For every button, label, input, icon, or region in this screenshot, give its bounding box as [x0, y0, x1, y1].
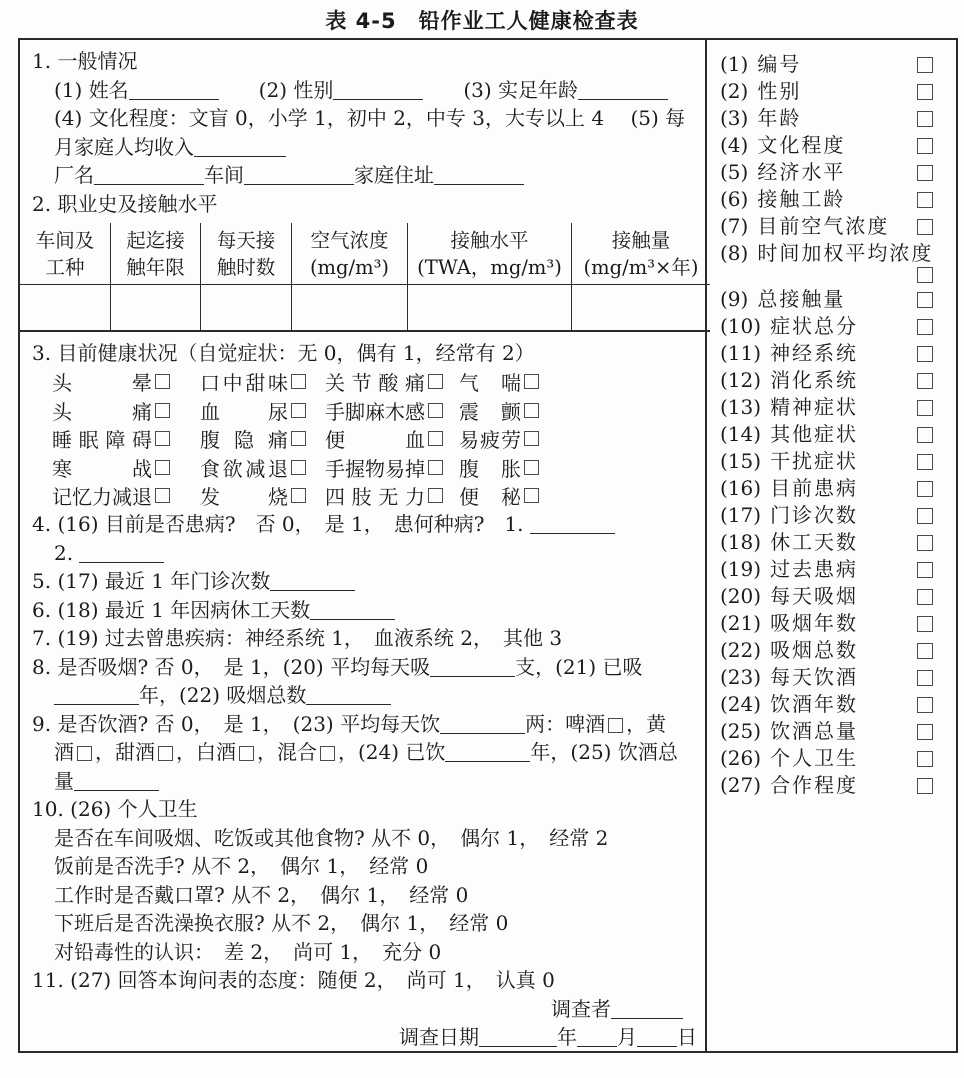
code-entry-box[interactable]	[917, 508, 933, 524]
coding-item-box-line	[720, 267, 933, 283]
checkbox[interactable]	[239, 746, 254, 761]
blank-fill-field[interactable]	[577, 1031, 617, 1047]
symptom-item	[325, 396, 459, 425]
blank-fill-field[interactable]	[479, 1031, 557, 1047]
symptom-item	[52, 396, 200, 425]
coding-item	[720, 78, 933, 105]
symptom-label: 食 欲 减 退	[200, 456, 288, 481]
form-text: 月家庭人均收入	[54, 134, 194, 159]
coding-item-label: 消化系统	[770, 368, 859, 392]
form-line	[20, 596, 705, 625]
symptom-item	[459, 367, 542, 396]
form-text: 2. 职业史及接触水平	[32, 191, 218, 216]
form-left-panel	[20, 40, 705, 1051]
form-line	[20, 190, 705, 219]
symptom-row	[20, 368, 705, 397]
blank-fill-field[interactable]	[333, 84, 423, 100]
coding-item-number: (27)	[720, 773, 762, 797]
form-text: 8. 是否吸烟? 否 0， 是 1，(20) 平均每天吸	[32, 654, 431, 679]
coding-item-number: (20)	[720, 584, 762, 608]
symptom-checkbox[interactable]	[291, 488, 306, 503]
form-outer-box	[18, 38, 958, 1053]
coding-item-number: (9)	[720, 287, 749, 311]
blank-fill-field[interactable]	[54, 689, 139, 705]
symptom-label: 四 肢 无 力	[325, 485, 425, 510]
symptom-item	[200, 424, 325, 453]
checkbox[interactable]	[77, 746, 92, 761]
coding-item-number: (13)	[720, 395, 762, 419]
coding-item-number: (4)	[720, 133, 749, 157]
coding-item-label: 年龄	[757, 106, 802, 130]
blank-fill-field[interactable]	[445, 746, 530, 762]
symptom-label: 头 痛	[52, 399, 152, 424]
form-text: 调查者	[551, 996, 611, 1021]
coding-item-label: 文化程度	[757, 133, 846, 157]
form-text: 酒	[54, 740, 74, 764]
coding-item	[720, 186, 933, 213]
blank-fill-field[interactable]	[74, 775, 159, 791]
exposure-table-header-cell: 每天接 触时数	[201, 223, 292, 285]
symptom-label: 头 晕	[52, 371, 152, 396]
coding-item	[720, 583, 933, 610]
form-line	[20, 995, 705, 1024]
symptom-label: 记 忆 力 减 退	[52, 485, 152, 510]
exposure-table-empty-cell[interactable]	[201, 285, 292, 332]
form-line	[20, 966, 705, 995]
code-entry-box[interactable]	[917, 57, 933, 73]
code-entry-box[interactable]	[917, 319, 933, 335]
symptom-checkbox[interactable]	[291, 460, 306, 475]
symptom-item	[52, 453, 200, 482]
blank-fill-field[interactable]	[578, 84, 668, 100]
symptom-label: 寒 战	[52, 456, 152, 481]
checkbox[interactable]	[608, 718, 623, 733]
coding-item	[720, 448, 933, 475]
checkbox[interactable]	[158, 746, 173, 761]
coding-item-number: (22)	[720, 638, 762, 662]
coding-item-number: (6)	[720, 187, 749, 211]
form-line	[20, 133, 705, 162]
coding-item-number: (26)	[720, 746, 762, 770]
code-entry-box[interactable]	[917, 481, 933, 497]
coding-item-label: 时间加权平均浓度	[757, 241, 934, 265]
blank-fill-field[interactable]	[270, 575, 355, 591]
section-general-info	[20, 47, 705, 218]
blank-fill-field[interactable]	[440, 718, 525, 734]
symptom-checkbox[interactable]	[428, 431, 443, 446]
symptom-item	[200, 396, 325, 425]
form-line	[20, 47, 705, 76]
coding-item	[720, 286, 933, 313]
blank-fill-field[interactable]	[79, 547, 164, 563]
symptom-checkbox[interactable]	[428, 403, 443, 418]
form-text: ，混合	[257, 740, 317, 764]
coding-item	[720, 502, 933, 529]
blank-fill-field[interactable]	[94, 169, 204, 185]
symptom-checkbox[interactable]	[291, 431, 306, 446]
symptom-checkbox-grid	[20, 368, 705, 511]
coding-item-label: 其他症状	[770, 422, 859, 446]
blank-fill-field[interactable]	[611, 1003, 683, 1019]
coding-item	[720, 664, 933, 691]
blank-fill-field[interactable]	[306, 689, 391, 705]
code-entry-box[interactable]	[917, 373, 933, 389]
sections-4-to-11	[20, 510, 705, 995]
symptom-item	[200, 453, 325, 482]
form-text: 10. (26) 个人卫生	[32, 797, 198, 821]
code-entry-box[interactable]	[917, 346, 933, 362]
code-entry-box[interactable]	[917, 292, 933, 308]
coding-item	[720, 159, 933, 186]
coding-item-number: (1)	[720, 52, 749, 76]
symptom-item	[52, 424, 200, 453]
blank-fill-field[interactable]	[310, 604, 395, 620]
form-text: ，白酒	[176, 740, 236, 764]
code-entry-box[interactable]	[917, 697, 933, 713]
coding-item-label: 性别	[757, 79, 802, 103]
coding-item	[720, 340, 933, 367]
symptom-item	[325, 481, 459, 510]
coding-item-label: 合作程度	[770, 773, 859, 797]
coding-item	[720, 691, 933, 718]
form-text: 两：啤酒	[525, 711, 606, 736]
coding-item	[720, 313, 933, 340]
symptom-checkbox[interactable]	[291, 374, 306, 389]
coding-item-number: (16)	[720, 476, 762, 500]
form-text: 家庭住址	[354, 163, 434, 187]
form-line	[20, 567, 705, 596]
form-line	[20, 104, 705, 133]
blank-fill-field[interactable]	[434, 169, 524, 185]
coding-item-label: 个人卫生	[770, 746, 859, 770]
symptom-row	[20, 453, 705, 482]
form-text: 1. 一般情况	[32, 49, 138, 73]
symptom-label: 手 脚 麻 木 感	[325, 399, 425, 424]
symptom-label: 口 中 甜 味	[200, 371, 288, 396]
symptom-label: 发 烧	[200, 485, 288, 510]
symptom-item	[459, 481, 542, 510]
symptom-item	[459, 396, 542, 425]
form-text: 是否在车间吸烟、吃饭或其他食物? 从不 0， 偶尔 1， 经常 2	[54, 825, 609, 850]
symptom-checkbox[interactable]	[524, 460, 539, 475]
code-entry-box[interactable]	[917, 400, 933, 416]
coding-item-number: (12)	[720, 368, 762, 392]
symptom-label: 关 节 酸 痛	[325, 371, 425, 396]
coding-item-number: (19)	[720, 557, 762, 581]
code-entry-box[interactable]	[917, 219, 933, 235]
form-line	[20, 909, 705, 938]
coding-item-label: 饮酒总量	[770, 719, 859, 743]
coding-item-number: (25)	[720, 719, 762, 743]
coding-item	[720, 637, 933, 664]
symptom-item	[325, 453, 459, 482]
coding-item-label: 饮酒年数	[770, 692, 859, 716]
coding-item	[720, 529, 933, 556]
symptom-checkbox[interactable]	[524, 403, 539, 418]
coding-item-label: 精神症状	[770, 395, 859, 419]
coding-item-number: (14)	[720, 422, 762, 446]
coding-item	[720, 213, 933, 240]
coding-item-label: 休工天数	[770, 530, 859, 554]
symptom-item	[459, 424, 542, 453]
blank-fill-field[interactable]	[430, 661, 515, 677]
form-text: 9. 是否饮酒? 否 0， 是 1， (23) 平均每天饮	[32, 711, 441, 736]
form-line	[20, 852, 705, 881]
section-health-status-header	[20, 339, 705, 368]
coding-item	[720, 475, 933, 502]
coding-item-number: (3)	[720, 106, 749, 130]
coding-item-label: 每天吸烟	[770, 584, 859, 608]
code-entry-box[interactable]	[917, 111, 933, 127]
symptom-checkbox[interactable]	[428, 460, 443, 475]
blank-fill-field[interactable]	[244, 169, 354, 185]
code-entry-box[interactable]	[917, 192, 933, 208]
symptom-item	[459, 453, 542, 482]
coding-item-number: (7)	[720, 214, 749, 238]
form-line	[20, 76, 705, 105]
symptom-checkbox[interactable]	[524, 374, 539, 389]
symptom-item	[325, 424, 459, 453]
symptom-row	[20, 482, 705, 511]
form-text: 7. (19) 过去曾患疾病：神经系统 1， 血液系统 2， 其他 3	[32, 626, 563, 650]
form-text: 厂名	[54, 163, 94, 187]
symptom-row	[20, 396, 705, 425]
symptom-label: 便 血	[325, 428, 425, 453]
coding-item-number: (23)	[720, 665, 762, 689]
code-entry-box[interactable]	[917, 454, 933, 470]
symptom-checkbox[interactable]	[155, 488, 170, 503]
exposure-table-header-cell: 车间及 工种	[20, 223, 111, 285]
coding-item-number: (10)	[720, 314, 762, 338]
exposure-table-header-cell: 接触量 (mg/m³×年)	[572, 223, 711, 285]
coding-item	[720, 240, 933, 267]
coding-item	[720, 772, 933, 799]
coding-item	[720, 421, 933, 448]
symptom-label: 睡 眠 障 碍	[52, 428, 152, 453]
form-line	[20, 824, 705, 853]
exposure-table-header-cell: 起迄接 触年限	[111, 223, 201, 285]
form-text: 饭前是否洗手? 从不 2， 偶尔 1， 经常 0	[54, 854, 429, 878]
symptom-label: 腹 隐 痛	[200, 428, 288, 453]
form-line	[20, 881, 705, 910]
form-text: 支，(21) 已吸	[515, 654, 643, 679]
form-line	[20, 710, 705, 739]
code-entry-box[interactable]	[917, 165, 933, 181]
form-text: 下班后是否洗澡换衣服? 从不 2， 偶尔 1， 经常 0	[54, 911, 509, 935]
code-entry-box[interactable]	[917, 643, 933, 659]
page-title: 表 4-5 铅作业工人健康检查表	[325, 9, 639, 33]
form-line	[20, 767, 705, 796]
coding-item-number: (2)	[720, 79, 749, 103]
symptom-checkbox[interactable]	[291, 403, 306, 418]
form-line	[20, 339, 705, 368]
form-text: (3) 实足年龄	[423, 77, 579, 102]
form-text: ，甜酒	[95, 740, 155, 764]
coding-item-number: (18)	[720, 530, 762, 554]
form-text: 调查日期	[399, 1025, 479, 1049]
coding-item-number: (11)	[720, 341, 762, 365]
checkbox[interactable]	[320, 746, 335, 761]
form-text: 3. 目前健康状况（自觉症状：无 0，偶有 1，经常有 2）	[32, 341, 535, 365]
symptom-checkbox[interactable]	[428, 488, 443, 503]
coding-item	[720, 718, 933, 745]
form-text: 对铅毒性的认识： 差 2， 尚可 1， 充分 0	[54, 939, 442, 964]
form-line	[20, 161, 705, 190]
coding-item-label: 症状总分	[770, 314, 859, 338]
code-entry-box[interactable]	[917, 84, 933, 100]
symptom-checkbox[interactable]	[155, 431, 170, 446]
form-text: 11. (27) 回答本询问表的态度：随便 2， 尚可 1， 认真 0	[32, 968, 555, 992]
form-text: 月	[617, 1025, 637, 1049]
coding-item-label: 总接触量	[757, 287, 846, 311]
form-text: 车间	[204, 163, 244, 187]
code-entry-box[interactable]	[917, 616, 933, 632]
occupational-exposure-table	[20, 223, 710, 332]
coding-item-label: 神经系统	[770, 341, 859, 365]
code-entry-box[interactable]	[917, 267, 933, 283]
blank-fill-field[interactable]	[129, 84, 219, 100]
form-line	[20, 510, 705, 539]
code-entry-box[interactable]	[917, 138, 933, 154]
form-text: 2.	[54, 540, 80, 565]
symptom-checkbox[interactable]	[155, 403, 170, 418]
coding-item-number: (8)	[720, 241, 749, 265]
symptom-item	[200, 481, 325, 510]
coding-item-number: (15)	[720, 449, 762, 473]
coding-item-number: (5)	[720, 160, 749, 184]
coding-item	[720, 556, 933, 583]
symptom-checkbox[interactable]	[524, 488, 539, 503]
coding-item-label: 吸烟年数	[770, 611, 859, 635]
exposure-table-empty-cell[interactable]	[111, 285, 201, 332]
form-text: 工作时是否戴口罩? 从不 2， 偶尔 1， 经常 0	[54, 882, 469, 907]
blank-fill-field[interactable]	[194, 141, 286, 157]
symptom-item	[52, 481, 200, 510]
symptom-item	[325, 367, 459, 396]
form-text: (1) 姓名	[54, 77, 129, 102]
form-line	[20, 681, 705, 710]
coding-item-number: (17)	[720, 503, 762, 527]
form-line	[20, 653, 705, 682]
coding-item	[720, 51, 933, 78]
coding-item-label: 干扰症状	[770, 449, 859, 473]
code-entry-box[interactable]	[917, 751, 933, 767]
coding-item	[720, 610, 933, 637]
coding-item-label: 目前空气浓度	[757, 214, 890, 238]
symptom-label: 血 尿	[200, 399, 288, 424]
symptom-row	[20, 425, 705, 454]
form-line	[20, 624, 705, 653]
symptom-label: 易 疲 劳	[459, 428, 521, 453]
form-text: 量	[54, 768, 74, 793]
coding-item-number: (21)	[720, 611, 762, 635]
exposure-table-header-cell: 接触水平 (TWA，mg/m³)	[408, 223, 572, 285]
coding-item-label: 经济水平	[757, 160, 846, 184]
code-entry-box[interactable]	[917, 427, 933, 443]
code-entry-box[interactable]	[917, 562, 933, 578]
form-text: (4) 文化程度：文盲 0，小学 1，初中 2，中专 3，大专以上 4 (5) 每	[54, 106, 686, 130]
form-text: 年	[557, 1025, 577, 1049]
form-text: ，黄	[626, 711, 667, 736]
code-entry-box[interactable]	[917, 724, 933, 740]
exposure-table-empty-cell[interactable]	[20, 285, 111, 332]
form-line	[20, 938, 705, 967]
coding-item-label: 编号	[757, 52, 802, 76]
symptom-checkbox[interactable]	[155, 374, 170, 389]
exposure-table-header-cell: 空气浓度 (mg/m³)	[292, 223, 408, 285]
coding-item	[720, 105, 933, 132]
form-text: 6. (18) 最近 1 年因病休工天数	[32, 597, 311, 622]
symptom-label: 震 颤	[459, 399, 521, 424]
symptom-item	[52, 367, 200, 396]
coding-item	[720, 745, 933, 772]
blank-fill-field[interactable]	[530, 518, 615, 534]
coding-item-label: 目前患病	[770, 476, 859, 500]
surveyor-signature-block	[20, 995, 705, 1064]
code-entry-box[interactable]	[917, 670, 933, 686]
form-line	[20, 539, 705, 568]
symptom-label: 腹 胀	[459, 456, 521, 481]
coding-item	[720, 367, 933, 394]
form-text: (2) 性别	[218, 77, 334, 102]
form-text: 年，(22) 吸烟总数	[139, 683, 307, 707]
symptom-label: 手 握 物 易 掉	[325, 456, 425, 481]
exposure-table-empty-cell[interactable]	[292, 285, 408, 332]
form-line	[20, 1023, 705, 1052]
code-entry-box[interactable]	[917, 589, 933, 605]
form-line	[20, 795, 705, 824]
form-line	[20, 738, 705, 767]
symptom-label: 气 喘	[459, 371, 521, 396]
coding-item	[720, 132, 933, 159]
form-text: 年，(25) 饮酒总	[530, 740, 678, 764]
coding-item-label: 吸烟总数	[770, 638, 859, 662]
form-text: ，(24) 已饮	[338, 740, 446, 764]
coding-item-label: 接触工龄	[757, 187, 846, 211]
coding-column	[705, 40, 961, 1051]
coding-item	[720, 394, 933, 421]
symptom-checkbox[interactable]	[524, 431, 539, 446]
coding-item-label: 门诊次数	[770, 503, 859, 527]
blank-fill-field[interactable]	[637, 1031, 677, 1047]
exposure-table-empty-cell[interactable]	[408, 285, 572, 332]
exposure-table-empty-cell[interactable]	[572, 285, 711, 332]
symptom-checkbox[interactable]	[155, 460, 170, 475]
code-entry-box[interactable]	[917, 535, 933, 551]
form-text: 4. (16) 目前是否患病? 否 0， 是 1， 患何种病? 1.	[32, 512, 530, 536]
form-text: 5. (17) 最近 1 年门诊次数	[32, 569, 271, 593]
coding-item-number: (24)	[720, 692, 762, 716]
form-text: 日	[677, 1025, 697, 1049]
symptom-label: 便 秘	[459, 485, 521, 510]
code-entry-box[interactable]	[917, 778, 933, 794]
symptom-checkbox[interactable]	[428, 374, 443, 389]
coding-item-label: 过去患病	[770, 557, 859, 581]
coding-item-label: 每天饮酒	[770, 665, 859, 689]
symptom-item	[200, 367, 325, 396]
